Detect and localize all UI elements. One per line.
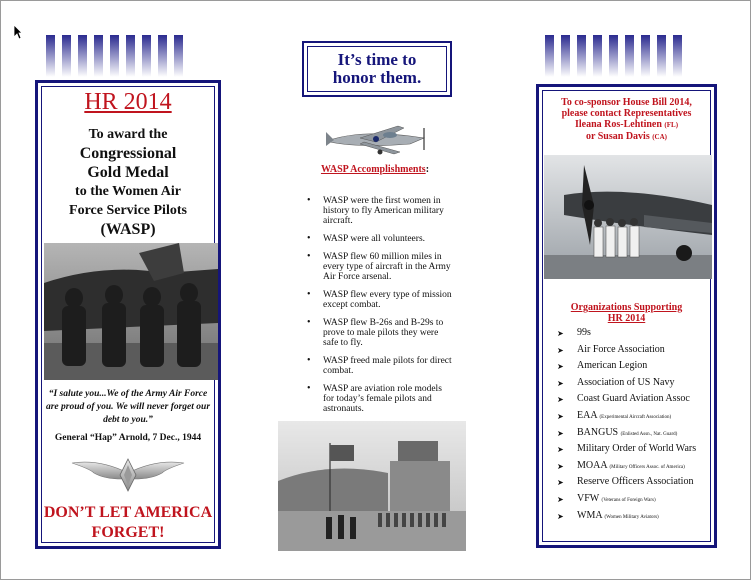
- right-panel: [536, 84, 717, 548]
- accomplishments-heading-text: WASP Accomplishments: [320, 164, 426, 175]
- award-text: [46, 125, 210, 239]
- list-item: ➤ 99s: [557, 327, 591, 338]
- arrow-bullet-icon: ➤: [557, 461, 564, 471]
- callout-line: DON’T LET AMERICA: [43, 504, 213, 521]
- stripe-decoration-left: [46, 35, 183, 77]
- wasp-pilots-photo: [44, 243, 218, 380]
- list-item: ➤ American Legion: [557, 360, 648, 372]
- list-item: • WASP were all volunteers.: [304, 234, 452, 244]
- arrow-bullet-icon: ➤: [557, 478, 564, 488]
- hr-title: HR 2014: [84, 89, 172, 115]
- arrow-bullet-icon: ➤: [557, 511, 564, 521]
- list-item: ➤ Military Order of World Wars: [557, 443, 697, 455]
- organizations-heading-line: Organizations Supporting: [570, 302, 683, 313]
- callout-line: FORGET!: [91, 524, 165, 541]
- accomplishments-list: [304, 196, 452, 450]
- arrow-bullet-icon: ➤: [557, 362, 564, 372]
- arrow-bullet-icon: ➤: [557, 428, 564, 438]
- contact-state: (CA): [652, 133, 667, 141]
- list-item: • WASP flew 60 million miles in every type of aircraft in the Army Air Force arsenal.: [304, 252, 452, 282]
- list-item: ➤ WMA (Women Military Aviators): [557, 509, 659, 521]
- contact-line: please contact Representatives: [561, 108, 692, 119]
- award-line: To award the: [88, 127, 168, 142]
- award-line: Gold Medal: [87, 164, 169, 181]
- list-item: • WASP flew B-26s and B-29s to prove to male pilots they were safe to fly.: [304, 318, 452, 348]
- pilots-with-aircraft-photo: [544, 155, 712, 279]
- honor-them-box: [302, 41, 452, 97]
- contact-name: or Susan Davis: [585, 131, 653, 142]
- list-item: ➤ Coast Guard Aviation Assoc: [557, 393, 690, 405]
- contact-name: Ileana Ros-Lehtinen: [574, 119, 665, 130]
- list-item: ➤ BANGUS (Enlisted Assn., Nat. Guard): [557, 426, 678, 438]
- arnold-quote: “I salute you...We of the Army Air Force are proud of you. We will never forget our debt to you.”: [45, 389, 211, 425]
- honor-heading: [333, 51, 421, 87]
- accomplishments-heading: [290, 164, 460, 175]
- wasp-wings-icon: [70, 455, 186, 493]
- organizations-heading-line: HR 2014: [607, 313, 646, 324]
- arrow-bullet-icon: ➤: [557, 329, 564, 338]
- honor-line: It’s time to: [337, 50, 417, 69]
- accomplishments-heading-colon: :: [425, 164, 430, 175]
- list-item: ➤ VFW (Veterans of Foreign Wars): [557, 492, 656, 504]
- organizations-list: [557, 327, 715, 526]
- award-line: Force Service Pilots: [69, 203, 187, 218]
- award-line: Congressional: [79, 145, 177, 162]
- arrow-bullet-icon: ➤: [557, 411, 564, 421]
- arrow-bullet-icon: ➤: [557, 445, 564, 455]
- arrow-bullet-icon: ➤: [557, 494, 564, 504]
- arrow-bullet-icon: ➤: [557, 395, 564, 405]
- list-item: • WASP flew every type of mission except combat.: [304, 290, 452, 310]
- award-line: (WASP): [100, 221, 156, 238]
- organizations-heading: [539, 302, 714, 324]
- list-item: ➤ MOAA (Military Officers Assoc. of America): [557, 459, 685, 471]
- award-line: to the Women Air: [75, 184, 181, 199]
- arrow-bullet-icon: ➤: [557, 378, 564, 388]
- list-item: ➤ Air Force Association: [557, 343, 665, 355]
- dont-forget-callout: [38, 503, 218, 543]
- list-item: • WASP freed male pilots for direct combat.: [304, 356, 452, 376]
- contact-line: To co-sponsor House Bill 2014,: [561, 97, 692, 108]
- list-item: • WASP were the first women in history to fly American military aircraft.: [304, 196, 452, 226]
- honor-line: honor them.: [332, 68, 422, 87]
- quote-attribution: General “Hap” Arnold, 7 Dec., 1944: [54, 433, 202, 443]
- list-item: • WASP are aviation role models for today’s female pilots and astronauts.: [304, 384, 452, 414]
- mouse-cursor-icon: [13, 24, 23, 40]
- arrow-bullet-icon: ➤: [557, 345, 564, 355]
- list-item: ➤ EAA (Experimental Aircraft Association): [557, 409, 672, 421]
- left-panel: [35, 80, 221, 549]
- stripe-decoration-right: [545, 35, 682, 77]
- list-item: ➤ Association of US Navy: [557, 376, 675, 388]
- contact-state: (FL): [664, 121, 679, 129]
- flag-ceremony-photo: [278, 421, 466, 551]
- contact-text: [545, 97, 708, 143]
- list-item: ➤ Reserve Officers Association: [557, 476, 694, 488]
- fighter-plane-illustration-icon: [320, 120, 428, 160]
